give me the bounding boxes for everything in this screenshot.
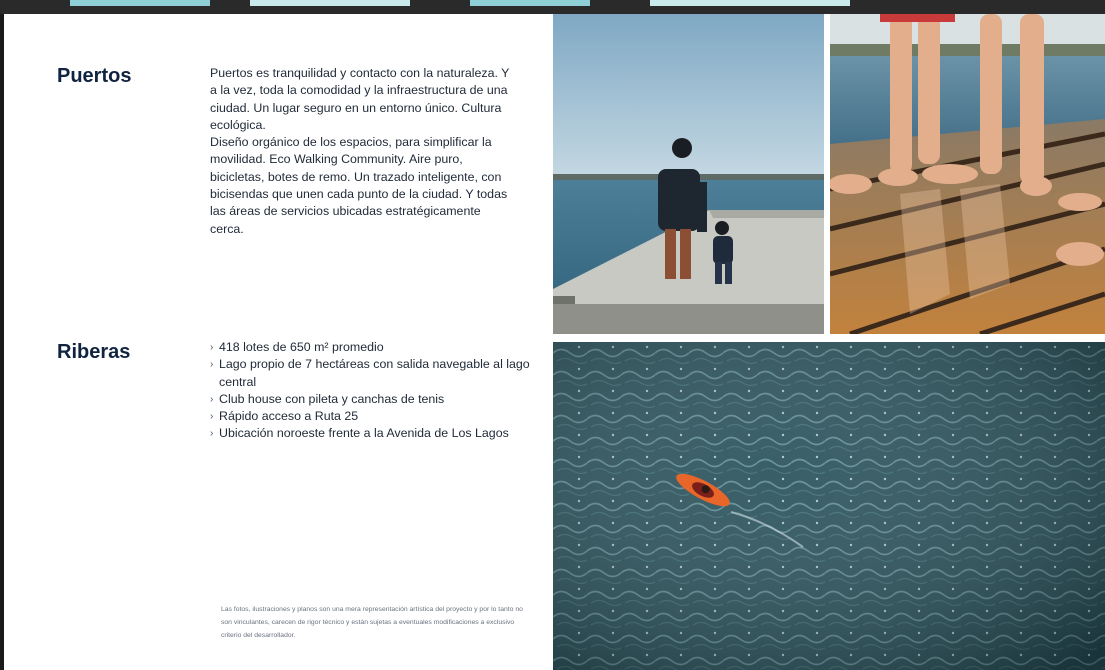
puertos-paragraph-1: Puertos es tranquilidad y contacto con la naturaleza. Y a la vez, toda la comodidad y la infraestructura de una ciudad. Un lugar seguro en un entorno único. Cultura ecológica. bbox=[210, 66, 510, 132]
photo-kayak-aerial bbox=[553, 342, 1105, 670]
photo-feet-on-dock bbox=[830, 14, 1105, 334]
riberas-features-list bbox=[210, 339, 530, 443]
puertos-title: Puertos bbox=[57, 65, 132, 87]
photo-father-child-pier bbox=[553, 14, 824, 334]
disclaimer-text: Las fotos, ilustraciones y planos son una mera representación artística del proyecto y por lo tanto no son vinculantes, carecen de rigor técnico y están sujetas a eventuales modificaciones a exclusivo criterio del desarrollador. bbox=[221, 606, 523, 639]
list-item: › 418 lotes de 650 m² promedio bbox=[210, 339, 530, 356]
top-strip bbox=[0, 0, 1105, 14]
list-item: › Lago propio de 7 hectáreas con salida navegable al lago central bbox=[210, 356, 530, 391]
brochure-page bbox=[4, 14, 1105, 670]
puertos-description bbox=[210, 65, 510, 238]
puertos-paragraph-2: Diseño orgánico de los espacios, para simplificar la movilidad. Eco Walking Community. Aire puro, bicicletas, botes de remo. Un trazado inteligente, con bicisendas que unen cada punto de la ciudad. Y todas las áreas de servicios ubicadas estratégicamente cerca. bbox=[210, 135, 508, 236]
list-item: › Ubicación noroeste frente a la Avenida de Los Lagos bbox=[210, 425, 530, 442]
riberas-title: Riberas bbox=[57, 341, 131, 363]
list-item: › Club house con pileta y canchas de tenis bbox=[210, 391, 530, 408]
list-item: › Rápido acceso a Ruta 25 bbox=[210, 408, 530, 425]
